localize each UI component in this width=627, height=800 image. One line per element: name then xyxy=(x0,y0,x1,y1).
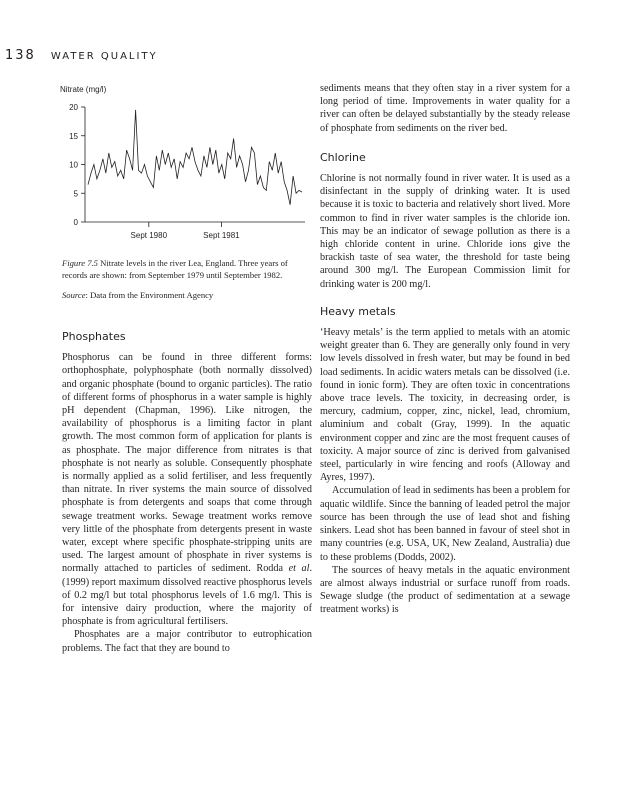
running-title: WATER QUALITY xyxy=(50,51,158,62)
paragraph-chlorine: Chlorine is not normally found in river water. It is used as a disinfectant in the supply of drinking water. It is used because it is toxic to bacteria and relatively short lived. More common to find in river water samples is the chloride ion. This may be an indicator of sewage pollution as there is a high chloride content in urine. Chloride ions give the brackish taste of sea water, the threshold for taste being around 300 mg/l. The European Commission limit for drinking water is 200 mg/l. xyxy=(320,173,570,290)
left-column xyxy=(62,330,312,655)
nitrate-series-line xyxy=(88,110,302,205)
figure-caption xyxy=(62,257,312,301)
y-tick-label: 5 xyxy=(73,189,78,199)
figure-label: Figure 7.5 xyxy=(62,258,98,268)
source-text: : Data from the Environment Agency xyxy=(85,290,214,300)
heading-heavy-metals: Heavy metals xyxy=(320,304,396,318)
paragraph-continued: sediments means that they often stay in a river system for a long period of time. Improvements in water quality for a river can often be delayed substantially by the steady release of phosphate from sediments on the river bed. xyxy=(320,83,570,134)
paragraph-phosphates-2: Phosphates are a major contributor to eutrophication problems. The fact that they are bound to xyxy=(62,629,312,654)
heading-phosphates: Phosphates xyxy=(62,330,126,343)
right-column xyxy=(320,82,570,617)
y-tick-label: 0 xyxy=(73,218,78,227)
running-header xyxy=(5,44,158,63)
paragraph-text: . (1999) report maximum dissolved reactive phosphorus levels of 0.2 mg/l but total phosphorus levels of 1.6 mg/l. This is for intensive dairy production, where the majority of phosphate is from agricultural fertilisers. xyxy=(62,563,312,628)
et-al: et al xyxy=(288,563,310,575)
paragraph-heavy-metals-2: Accumulation of lead in sediments has been a problem for aquatic wildlife. Since the banning of leaded petrol the major source has been through the use of lead shot and fishing sinkers. Lead shot has been banned in favour of steel shot in many countries (e.g. USA, UK, New Zealand, Australia) due to these problems (Dodds, 2002). xyxy=(320,485,570,563)
y-tick-label: 15 xyxy=(69,131,78,141)
figure-caption-text: Nitrate levels in the river Lea, England. Three years of records are shown: from September 1979 until September 1982. xyxy=(62,258,288,280)
paragraph-phosphates-1 xyxy=(62,351,312,628)
heading-chlorine: Chlorine xyxy=(320,150,366,164)
y-tick-label: 10 xyxy=(69,160,78,170)
x-tick-label: Sept 1981 xyxy=(203,231,240,240)
paragraph-heavy-metals-1: ‘Heavy metals’ is the term applied to metals with an atomic weight greater than 6. They are generally only found in very low levels dissolved in fresh water, but may be found in bed load sediments. In acidic waters metals can be dissolved (i.e. found in ionic form). They are often toxic in concentrations above trace levels. The toxicity, in decreasing order, is mercury, cadmium, copper, zinc, nickel, lead, chromium, aluminium and cobalt (Gray, 1999). In the aquatic environment copper and zinc are the most frequent causes of toxicity. A major source of zinc is derived from galvanised steel, particularly in wire fencing and roofs (Alloway and Ayres, 1997). xyxy=(320,327,570,484)
y-axis-label: Nitrate (mg/l) xyxy=(60,85,107,94)
x-tick-label: Sept 1980 xyxy=(130,231,168,240)
paragraph-heavy-metals-3: The sources of heavy metals in the aquatic environment are almost always industrial or surface runoff from roads. Sewage sludge (the product of sedimentation at a sewage treatment works) is xyxy=(320,564,570,616)
y-tick-label: 20 xyxy=(69,103,78,112)
paragraph-text: Phosphorus can be found in three different forms: orthophosphate, polyphosphate (both normally dissolved) and organic phosphate (bound to organic particles). The ratio of different forms of phosphorus in a water sample is highly pH dependent (Chapman, 1996). Like nitrogen, the availability of phosphorus is a limiting factor in plant growth. The most common form of application for plants is as phosphate. The major difference from nitrates is that phosphate is not nearly as soluble. Consequently phosphate is normally applied as a solid fertiliser, and less frequently than nitrate. In river systems the main source of dissolved phosphate is from detergents and soaps that come through sewage treatment works. Sewage treatment works remove very little of the phosphate from detergents present in waste water, except where specific phosphate-stripping units are used. The largest amount of phosphate in river systems is normally attached to particles of sediment. Rodda xyxy=(62,352,312,575)
nitrate-chart xyxy=(60,82,310,252)
page-number: 138 xyxy=(5,48,36,63)
source-label: Source xyxy=(62,290,86,300)
